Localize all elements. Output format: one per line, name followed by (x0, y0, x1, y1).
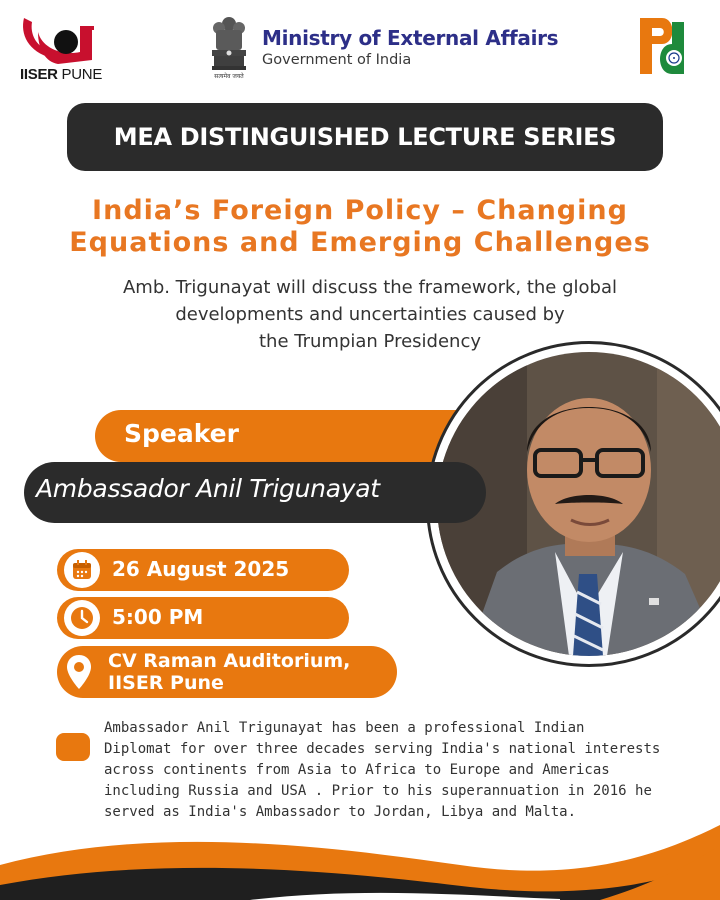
bio-line: including Russia and USA . Prior to his superannuation in 2016 he (104, 783, 652, 799)
national-emblem-icon (206, 14, 252, 76)
bio-line: served as India's Ambassador to Jordan, Libya and Malta. (104, 804, 577, 820)
public-diplomacy-logo (632, 14, 702, 78)
venue-line: IISER Pune (108, 672, 224, 694)
bio-line: Diplomat for over three decades serving India's national interests (104, 741, 661, 757)
venue-line: CV Raman Auditorium, (108, 650, 351, 672)
lecture-title (0, 195, 720, 259)
clock-icon (64, 600, 100, 636)
emblem-motto: सत्यमेव जयते (214, 73, 244, 80)
bio-line: Ambassador Anil Trigunayat has been a professional Indian (104, 720, 585, 736)
lecture-series-banner: MEA DISTINGUISHED LECTURE SERIES (67, 103, 663, 171)
event-date: 26 August 2025 (112, 557, 290, 581)
footer-wave-decoration (0, 805, 720, 900)
mea-subtitle: Government of India (262, 52, 412, 68)
description-line: Amb. Trigunayat will discuss the framework, the global (122, 277, 618, 298)
calendar-icon (64, 552, 100, 588)
speaker-label: Speaker (124, 419, 239, 448)
bio-bullet (56, 733, 90, 761)
description-line: the Trumpian Presidency (259, 331, 481, 352)
event-time: 5:00 PM (112, 605, 204, 629)
description-line: developments and uncertainties caused by (175, 304, 565, 325)
speaker-name: Ambassador Anil Trigunayat (36, 474, 380, 503)
location-pin-icon (66, 654, 92, 690)
event-venue (108, 650, 350, 694)
lecture-title-line: India’s Foreign Policy – Changing (92, 195, 628, 226)
lecture-title-line: Equations and Emerging Challenges (69, 227, 651, 258)
mea-title: Ministry of External Affairs (262, 26, 559, 50)
iiser-pune-wordmark: IISER PUNE (20, 66, 103, 83)
bio-line: across continents from Asia to Africa to Europe and Americas (104, 762, 610, 778)
